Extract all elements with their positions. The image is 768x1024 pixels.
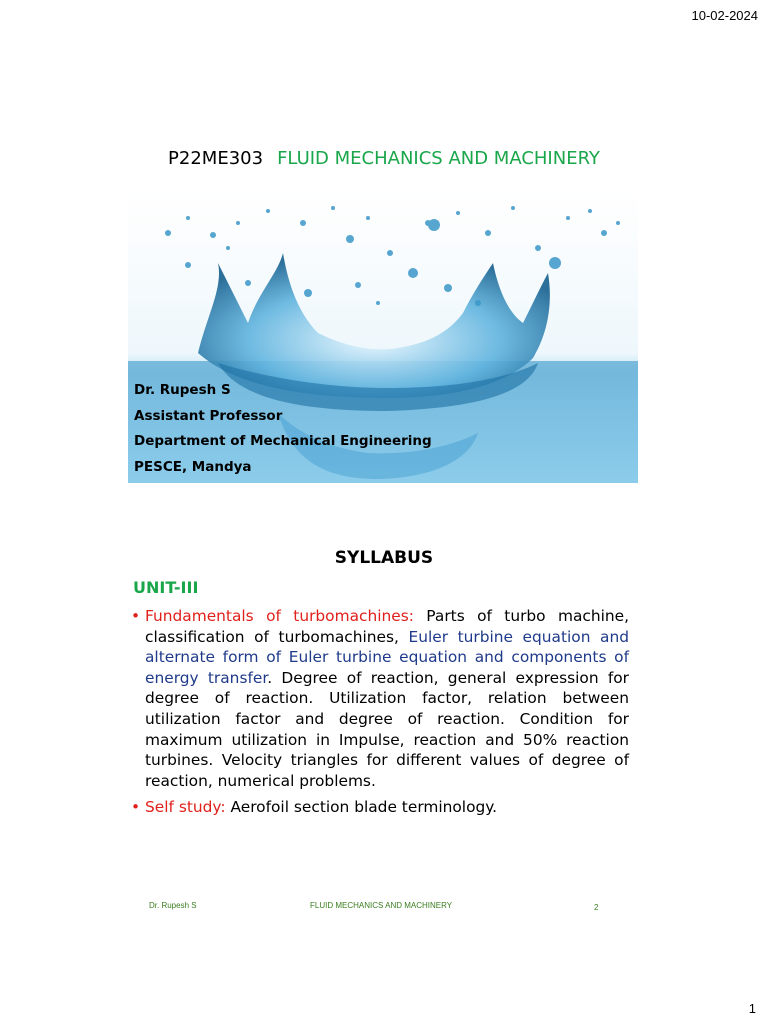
author-department: Department of Mechanical Engineering [134, 433, 432, 450]
slide-title [0, 148, 768, 169]
course-code: P22ME303 [168, 148, 264, 169]
bullet-text [145, 606, 629, 791]
author-block [134, 378, 432, 480]
unit-heading: UNIT-III [133, 578, 199, 597]
bullet-body-1: Parts of turbo machine, classification of turbomachines, [145, 607, 630, 646]
footer-course: FLUID MECHANICS AND MACHINERY [310, 901, 453, 910]
header-date: 10-02-2024 [691, 8, 758, 23]
syllabus-bullet-1 [131, 606, 629, 791]
bullet-body-2: . Degree of reaction, general expression for degree of reaction. Utilization factor, relation between utilization factor and degree of reaction. Condition for maximum utilization in Impulse, reaction and 50% reaction turbines. Velocity triangles for different values of degree of reaction, numerical problems. [145, 668, 629, 790]
syllabus-bullet-2 [131, 797, 629, 818]
author-name: Dr. Rupesh S [134, 382, 231, 398]
author-designation: Assistant Professor [134, 407, 283, 424]
author-institution: PESCE, Mandya [134, 458, 252, 475]
bullet-body: Aerofoil section blade terminology. [225, 798, 498, 816]
bullet-label: Self study: [145, 798, 226, 816]
course-name: FLUID MECHANICS AND MACHINERY [277, 148, 600, 169]
footer-author: Dr. Rupesh S [149, 901, 197, 910]
bullet-dot: • [131, 798, 141, 816]
syllabus-heading: SYLLABUS [334, 548, 434, 568]
bullet-highlight: Euler turbine equation and alternate form of Euler turbine equation and components of energy transfer [145, 627, 629, 687]
page-number: 1 [748, 1001, 756, 1016]
bullet-dot: • [131, 607, 141, 625]
bullet-label: Fundamentals of turbomachines: [145, 607, 414, 625]
footer-slide-number: 2 [594, 903, 599, 912]
bullet-text [145, 797, 629, 818]
